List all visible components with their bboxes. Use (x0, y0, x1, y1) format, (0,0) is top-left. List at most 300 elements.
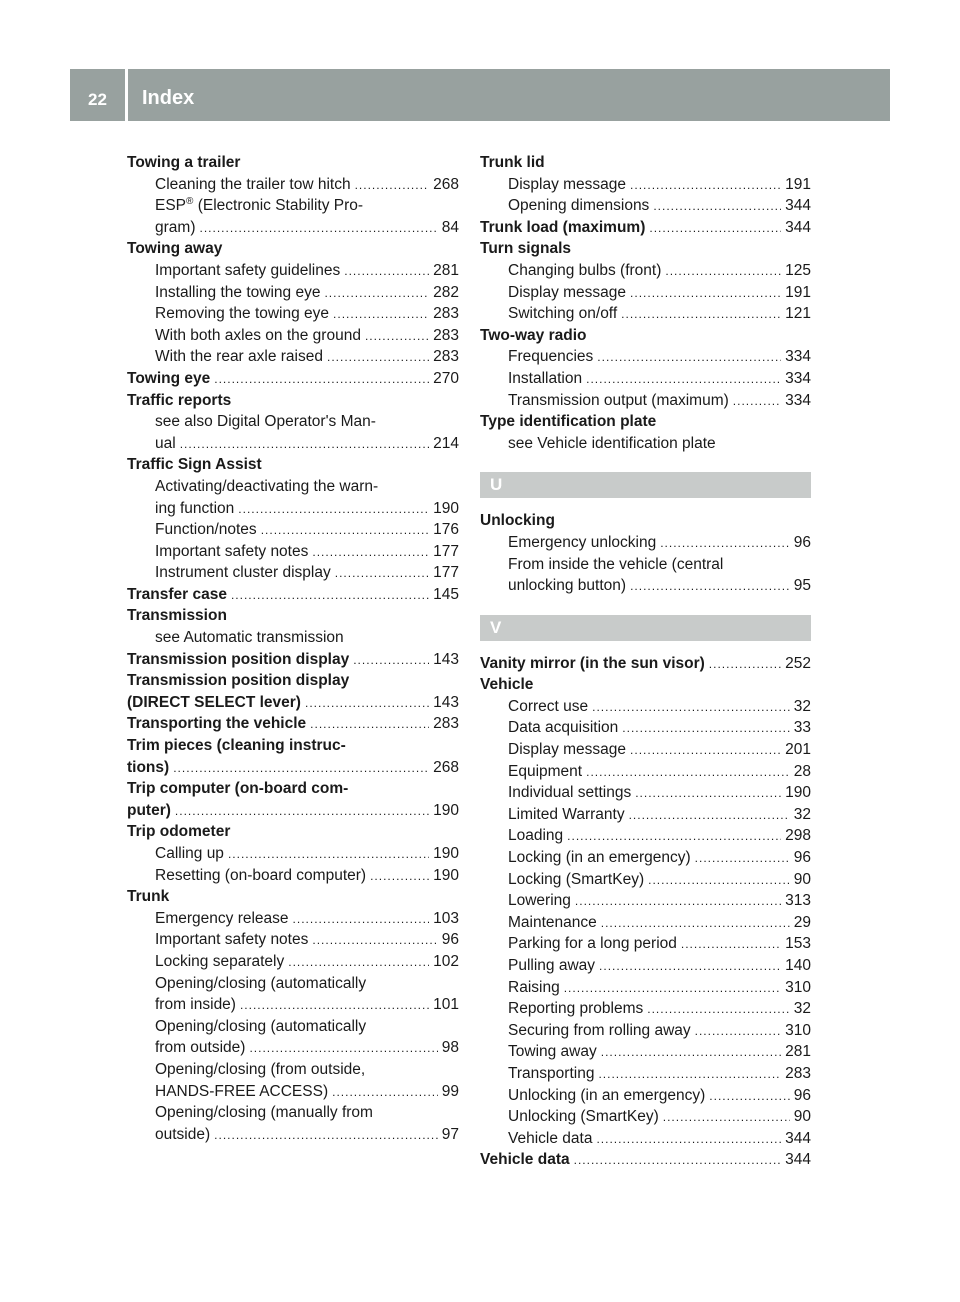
page-ref[interactable]: 344 (785, 197, 811, 215)
index-subentry[interactable] (127, 1124, 459, 1146)
index-entry[interactable] (480, 653, 811, 675)
entry-text: Vehicle (480, 676, 534, 694)
index-subentry[interactable] (127, 951, 459, 973)
entry-text: Individual settings (508, 784, 632, 802)
index-subentry[interactable] (480, 1085, 811, 1107)
entry-text: Installing the towing eye (155, 283, 321, 301)
index-subentry[interactable] (480, 195, 811, 217)
entry-text: Calling up (155, 845, 224, 862)
index-entry[interactable] (127, 368, 459, 390)
entry-text: Locking (SmartKey) (508, 870, 645, 888)
page-ref[interactable]: 310 (785, 978, 811, 996)
leader-dots (327, 347, 429, 369)
page-ref[interactable]: 283 (433, 326, 459, 344)
entry-text: Lowering (508, 892, 571, 910)
index-subentry[interactable] (127, 282, 459, 304)
page-ref[interactable]: 270 (433, 369, 459, 387)
leader-dots (586, 369, 781, 391)
leader-dots (630, 740, 781, 762)
index-subentry[interactable] (127, 929, 459, 951)
page-ref[interactable]: 252 (785, 654, 811, 672)
index-subentry (127, 1059, 459, 1081)
page-ref[interactable]: 281 (433, 261, 459, 279)
index-subentry[interactable] (127, 498, 459, 520)
index-subentry[interactable] (480, 1106, 811, 1128)
leader-dots (663, 1107, 790, 1129)
entry-text: Switching on/off (508, 305, 618, 323)
entry-text: Raising (508, 978, 560, 996)
leader-dots (175, 801, 429, 823)
page-ref[interactable]: 310 (785, 1021, 811, 1039)
page-ref[interactable]: 90 (793, 870, 811, 888)
index-entry (127, 886, 459, 908)
entry-text: Locking (in an emergency) (508, 849, 691, 867)
entry-text: Display message (508, 741, 627, 759)
leader-dots (261, 520, 429, 542)
leader-dots (592, 697, 790, 719)
index-subentry[interactable] (127, 1081, 459, 1103)
page-ref[interactable]: 29 (793, 913, 811, 931)
index-subentry[interactable] (480, 303, 811, 325)
index-subentry (480, 554, 811, 576)
index-entry[interactable] (127, 584, 459, 606)
index-entry (127, 238, 459, 260)
index-subentry[interactable] (127, 908, 459, 930)
entry-text: Trunk load (maximum) (480, 218, 646, 236)
leader-dots (344, 261, 429, 283)
entry-text: Unlocking (480, 512, 555, 530)
leader-dots (249, 1038, 437, 1060)
page-ref[interactable]: 153 (785, 935, 811, 953)
entry-text: Turn signals (480, 240, 572, 258)
page-ref[interactable]: 143 (433, 650, 459, 668)
leader-dots (598, 1064, 781, 1086)
index-subentry[interactable] (480, 782, 811, 804)
leader-dots (332, 1082, 438, 1104)
entry-text: Parking for a long period (508, 935, 677, 953)
leader-dots (653, 196, 781, 218)
entry-text: Frequencies (508, 348, 594, 366)
index-subentry[interactable] (480, 955, 811, 977)
index-subentry[interactable] (480, 1020, 811, 1042)
leader-dots (310, 714, 429, 736)
page-ref[interactable]: 97 (441, 1125, 459, 1143)
leader-dots (293, 909, 430, 931)
index-entry (480, 674, 811, 696)
index-subentry[interactable] (480, 174, 811, 196)
page-ref[interactable]: 101 (433, 996, 459, 1014)
entry-text: Removing the towing eye (155, 305, 330, 323)
leader-dots (648, 870, 790, 892)
index-subentry (127, 476, 459, 498)
entry-text: Pulling away (508, 957, 596, 974)
page-ref[interactable]: 140 (785, 957, 811, 974)
page-ref[interactable]: 90 (793, 1108, 811, 1126)
entry-text: Securing from rolling away (508, 1021, 691, 1039)
index-subentry[interactable] (480, 804, 811, 826)
leader-dots (695, 1021, 781, 1043)
index-subentry[interactable] (127, 325, 459, 347)
leader-dots (709, 1086, 789, 1108)
entry-text: Correct use (508, 697, 589, 715)
leader-dots (596, 1129, 781, 1151)
page-ref[interactable]: 177 (433, 564, 459, 582)
index-subentry[interactable] (127, 346, 459, 368)
leader-dots (312, 930, 437, 952)
index-entry (480, 152, 811, 174)
leader-dots (335, 563, 429, 585)
leader-dots (365, 326, 429, 348)
entry-text: Vehicle data (480, 1151, 570, 1169)
index-subentry[interactable] (480, 933, 811, 955)
index-subentry[interactable] (480, 890, 811, 912)
page-number: 22 (88, 90, 107, 109)
leader-dots (324, 283, 429, 305)
entry-text: Unlocking (SmartKey) (508, 1108, 659, 1126)
page-ref[interactable]: 96 (441, 931, 459, 949)
leader-dots (355, 175, 430, 197)
entry-text: Two-way radio (480, 326, 587, 344)
entry-text: tions) (127, 758, 170, 776)
index-subentry[interactable] (127, 994, 459, 1016)
page-ref[interactable]: 268 (433, 758, 459, 776)
entry-text: Trip odometer (127, 823, 231, 841)
index-subentry[interactable] (480, 346, 811, 368)
leader-dots (238, 499, 429, 521)
index-subentry[interactable] (480, 761, 811, 783)
section-letter-u: U (480, 472, 811, 498)
page-ref[interactable]: 103 (433, 909, 459, 927)
index-subentry (127, 1102, 459, 1124)
index-subentry[interactable] (480, 260, 811, 282)
entry-text: Towing eye (127, 369, 211, 387)
index-subentry[interactable] (127, 174, 459, 196)
index-column-left (127, 152, 459, 1145)
entry-text: Unlocking (in an emergency) (508, 1086, 706, 1104)
entry-text: Opening/closing (automatically (155, 974, 367, 992)
entry-text: Loading (508, 827, 564, 845)
entry-text: ESP® (Electronic Stability Pro- (155, 196, 364, 215)
page-ref[interactable]: 191 (785, 283, 811, 301)
entry-text: Limited Warranty (508, 805, 625, 823)
leader-dots (567, 826, 781, 848)
entry-text: ual (155, 434, 176, 452)
entry-text: Activating/deactivating the warn- (155, 477, 379, 495)
page-ref[interactable]: 96 (793, 1086, 811, 1104)
index-subentry[interactable] (480, 847, 811, 869)
leader-dots (333, 304, 429, 326)
entry-text: With the rear axle raised (155, 348, 323, 366)
entry-text: Transmission (127, 607, 227, 625)
index-subentry[interactable] (127, 1037, 459, 1059)
index-entry (127, 454, 459, 476)
leader-dots (231, 585, 429, 607)
index-subentry[interactable] (480, 390, 811, 412)
index-subentry[interactable] (127, 433, 459, 455)
leader-dots (353, 650, 429, 672)
page-ref[interactable]: 98 (441, 1039, 459, 1057)
leader-dots (649, 218, 781, 240)
page-ref[interactable]: 143 (433, 693, 459, 711)
leader-dots (173, 758, 429, 780)
page-ref[interactable]: 99 (441, 1082, 459, 1100)
index-subentry[interactable] (480, 575, 811, 597)
leader-dots (586, 762, 790, 784)
section-letter-v: V (480, 615, 811, 641)
page-title: Index (142, 86, 195, 109)
index-entry (127, 778, 459, 800)
index-subentry[interactable] (480, 1041, 811, 1063)
page-ref[interactable]: 282 (433, 283, 459, 301)
index-subentry (480, 433, 811, 455)
index-subentry (127, 1016, 459, 1038)
page-ref[interactable]: 190 (433, 866, 459, 884)
entry-text: from inside) (155, 996, 236, 1014)
entry-text: Changing bulbs (front) (508, 261, 662, 279)
entry-text: Towing away (127, 240, 223, 258)
page-header (70, 69, 890, 121)
index-subentry[interactable] (480, 282, 811, 304)
page-ref[interactable]: 334 (785, 391, 811, 409)
entry-text: see Automatic transmission (155, 629, 344, 647)
index-subentry[interactable] (480, 717, 811, 739)
entry-text: gram) (155, 218, 196, 236)
page-ref[interactable]: 344 (785, 218, 811, 236)
leader-dots (629, 805, 790, 827)
entry-text: (DIRECT SELECT lever) (127, 693, 301, 711)
entry-text: Trunk (127, 888, 170, 906)
entry-text: Emergency unlocking (508, 533, 657, 551)
page-ref[interactable]: 95 (793, 577, 811, 595)
entry-text: HANDS-FREE ACCESS) (155, 1082, 329, 1100)
index-subentry[interactable] (480, 696, 811, 718)
page-ref[interactable]: 84 (441, 218, 459, 236)
entry-text: Trip computer (on-board com- (127, 780, 349, 798)
index-subentry[interactable] (480, 739, 811, 761)
leader-dots (709, 654, 781, 676)
leader-dots (601, 1042, 781, 1064)
entry-text: Vanity mirror (in the sun visor) (480, 654, 705, 672)
entry-text: Locking separately (155, 952, 285, 970)
page-ref[interactable]: 102 (433, 952, 459, 970)
leader-dots (312, 542, 429, 564)
index-subentry (127, 411, 459, 433)
leader-dots (564, 978, 781, 1000)
index-subentry[interactable] (480, 977, 811, 999)
index-subentry[interactable] (127, 865, 459, 887)
leader-dots (575, 891, 781, 913)
entry-text: Type identification plate (480, 413, 657, 431)
entry-text: unlocking button) (508, 577, 627, 595)
page-ref[interactable]: 344 (785, 1129, 811, 1147)
entry-text: Cleaning the trailer tow hitch (155, 175, 351, 193)
leader-dots (599, 956, 781, 978)
page-ref[interactable]: 313 (785, 892, 811, 910)
leader-dots (635, 783, 781, 805)
page-ref[interactable]: 268 (433, 175, 459, 193)
page-ref[interactable]: 334 (785, 348, 811, 366)
page-ref[interactable]: 96 (793, 849, 811, 867)
index-subentry[interactable] (480, 1128, 811, 1150)
page-ref[interactable]: 33 (793, 719, 811, 737)
index-subentry (127, 627, 459, 649)
entry-text: Transmission position display (127, 650, 350, 668)
page-ref[interactable]: 283 (433, 715, 459, 733)
page-ref[interactable]: 125 (785, 261, 811, 279)
index-subentry[interactable] (127, 303, 459, 325)
page-ref[interactable]: 176 (433, 521, 459, 539)
index-entry (480, 411, 811, 433)
entry-text: puter) (127, 801, 171, 819)
page-ref[interactable]: 32 (793, 1000, 811, 1018)
entry-text: Resetting (on-board computer) (155, 866, 367, 884)
index-subentry[interactable] (127, 541, 459, 563)
entry-text: Installation (508, 369, 583, 387)
index-subentry[interactable] (127, 260, 459, 282)
entry-text: Emergency release (155, 909, 289, 927)
entry-text: Trunk lid (480, 154, 545, 171)
entry-text: see also Digital Operator's Man- (155, 413, 376, 431)
entry-text: Towing away (508, 1043, 597, 1061)
entry-text: Important safety notes (155, 931, 309, 949)
entry-text: Trim pieces (cleaning instruc- (127, 737, 346, 755)
leader-dots (622, 718, 789, 740)
index-entry[interactable] (127, 692, 459, 714)
page-ref[interactable]: 201 (785, 741, 811, 759)
index-subentry (127, 195, 459, 217)
index-subentry[interactable] (480, 825, 811, 847)
page-ref[interactable]: 190 (785, 784, 811, 802)
page-ref[interactable]: 281 (785, 1043, 811, 1061)
header-divider (125, 69, 128, 121)
leader-dots (621, 304, 781, 326)
index-entry (127, 390, 459, 412)
entry-text: Transmission output (maximum) (508, 391, 729, 409)
entry-text: Transporting the vehicle (127, 715, 307, 733)
page-ref[interactable]: 344 (785, 1151, 811, 1169)
index-entry[interactable] (480, 1149, 811, 1171)
entry-text: Important safety guidelines (155, 261, 341, 279)
index-entry[interactable] (127, 757, 459, 779)
leader-dots (647, 999, 789, 1021)
entry-text: see Vehicle identification plate (508, 434, 716, 452)
index-entry[interactable] (480, 217, 811, 239)
page-ref[interactable]: 145 (433, 585, 459, 603)
index-subentry (127, 973, 459, 995)
leader-dots (630, 576, 790, 598)
entry-text: Vehicle data (508, 1129, 593, 1147)
leader-dots (695, 848, 790, 870)
page-ref[interactable]: 96 (793, 533, 811, 551)
index-subentry[interactable] (480, 1063, 811, 1085)
page-ref[interactable]: 121 (785, 305, 811, 323)
leader-dots (630, 283, 781, 305)
leader-dots (240, 995, 429, 1017)
index-subentry[interactable] (127, 843, 459, 865)
page-ref[interactable]: 32 (793, 805, 811, 823)
index-column-right (480, 152, 811, 1171)
leader-dots (597, 347, 781, 369)
entry-text: Display message (508, 175, 627, 193)
leader-dots (681, 934, 781, 956)
entry-text: ing function (155, 499, 235, 517)
entry-text: Transmission position display (127, 672, 350, 690)
page-ref[interactable]: 191 (785, 175, 811, 193)
page-ref[interactable]: 190 (433, 801, 459, 819)
leader-dots (288, 952, 429, 974)
entry-text: With both axles on the ground (155, 326, 361, 344)
leader-dots (660, 533, 790, 555)
index-entry[interactable] (127, 649, 459, 671)
leader-dots (370, 866, 429, 888)
entry-text: Traffic Sign Assist (127, 456, 262, 474)
page-ref[interactable]: 177 (433, 542, 459, 560)
page-ref[interactable]: 283 (433, 348, 459, 366)
entry-text: Opening/closing (manually from (155, 1104, 373, 1122)
leader-dots (199, 218, 437, 240)
entry-text: Data acquisition (508, 719, 619, 737)
entry-text: Towing a trailer (127, 154, 241, 171)
entry-text: Display message (508, 283, 627, 301)
index-subentry[interactable] (127, 519, 459, 541)
index-entry (127, 670, 459, 692)
page-ref[interactable]: 283 (785, 1064, 811, 1082)
index-subentry[interactable] (480, 368, 811, 390)
index-subentry[interactable] (480, 532, 811, 554)
index-subentry[interactable] (480, 998, 811, 1020)
leader-dots (228, 844, 429, 866)
index-subentry[interactable] (480, 869, 811, 891)
leader-dots (214, 369, 429, 391)
page-ref[interactable]: 214 (433, 434, 459, 452)
entry-text: from outside) (155, 1039, 246, 1057)
page-ref[interactable]: 28 (793, 762, 811, 780)
index-entry[interactable] (127, 800, 459, 822)
entry-text: Equipment (508, 762, 583, 780)
entry-text: Opening dimensions (508, 197, 650, 215)
leader-dots (630, 175, 781, 197)
index-subentry[interactable] (127, 562, 459, 584)
entry-text: Instrument cluster display (155, 564, 331, 582)
leader-dots (601, 913, 790, 935)
entry-text: Transporting (508, 1064, 595, 1082)
index-entry[interactable] (127, 713, 459, 735)
leader-dots (180, 434, 429, 456)
leader-dots (305, 693, 429, 715)
index-entry (480, 510, 811, 532)
entry-text: Opening/closing (from outside, (155, 1060, 366, 1078)
page-ref[interactable]: 190 (433, 499, 459, 517)
page-ref[interactable]: 334 (785, 369, 811, 387)
entry-text: Function/notes (155, 521, 257, 539)
leader-dots (733, 391, 781, 413)
entry-text: Transfer case (127, 585, 227, 603)
index-subentry[interactable] (480, 912, 811, 934)
entry-text: outside) (155, 1125, 211, 1143)
page-ref[interactable]: 298 (785, 827, 811, 845)
entry-text: Traffic reports (127, 391, 232, 409)
index-subentry[interactable] (127, 217, 459, 239)
entry-text: Important safety notes (155, 542, 309, 560)
page-ref[interactable]: 283 (433, 305, 459, 323)
page-ref[interactable]: 32 (793, 697, 811, 715)
index-entry (480, 238, 811, 260)
leader-dots (574, 1150, 782, 1172)
page-ref[interactable]: 190 (433, 845, 459, 862)
index-entry (127, 735, 459, 757)
entry-text: Opening/closing (automatically (155, 1017, 367, 1035)
index-entry (127, 152, 459, 174)
